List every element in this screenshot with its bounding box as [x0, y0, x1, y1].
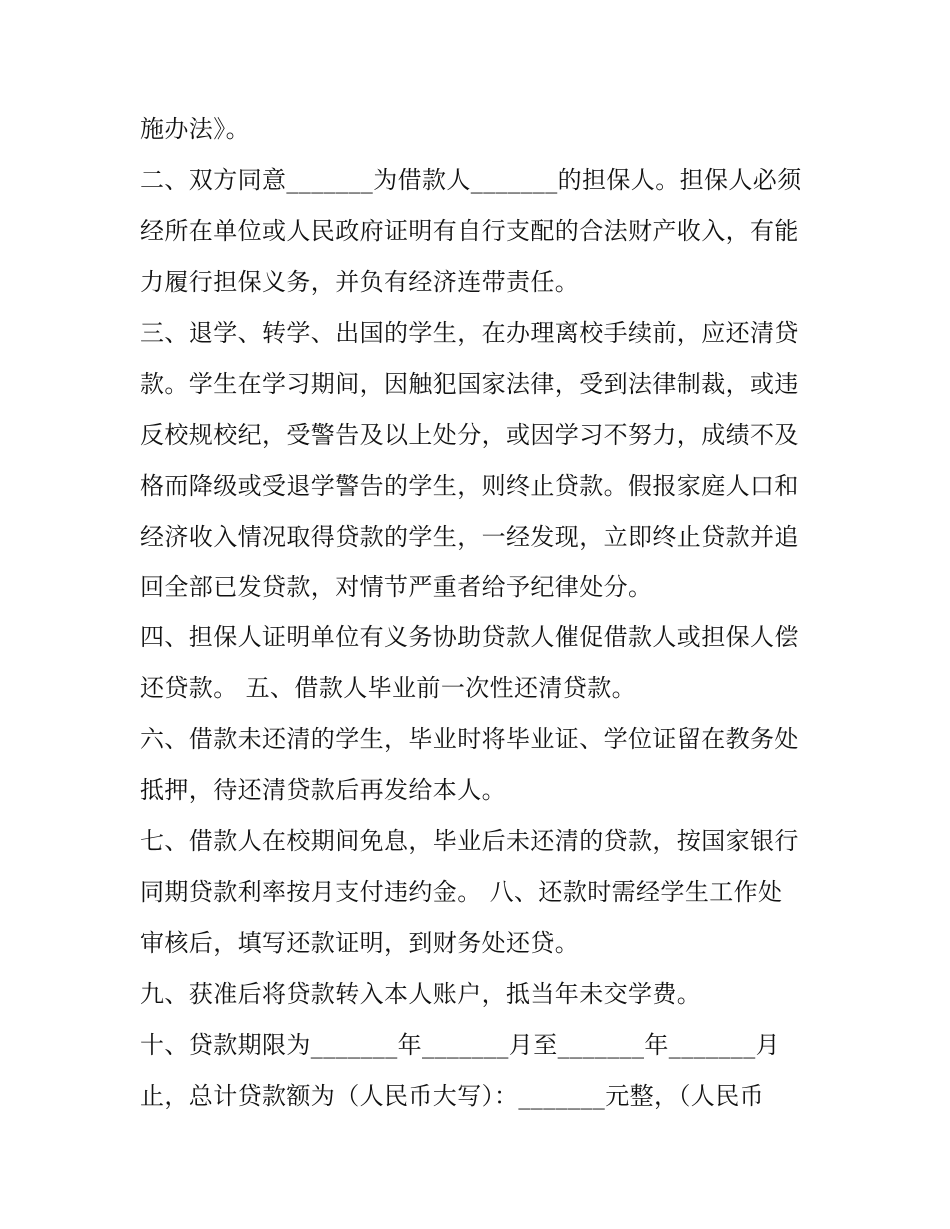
- text-line: 审核后，填写还款证明，到财务处还贷。: [140, 929, 580, 957]
- text-line: 施办法》。: [140, 115, 250, 143]
- text-line: 二、双方同意_______为借款人_______的担保人。担保人必须: [140, 166, 802, 194]
- text-line: 四、担保人证明单位有义务协助贷款人催促借款人或担保人偿: [140, 623, 799, 651]
- text-line: 六、借款未还清的学生，毕业时将毕业证、学位证留在教务处: [140, 725, 799, 753]
- text-line: 反校规校纪，受警告及以上处分，或因学习不努力，成绩不及: [140, 421, 799, 449]
- text-line: 还贷款。 五、借款人毕业前一次性还清贷款。: [140, 674, 637, 702]
- text-line: 款。学生在学习期间，因触犯国家法律，受到法律制裁，或违: [140, 370, 799, 398]
- text-line: 九、获准后将贷款转入本人账户，抵当年未交学费。: [140, 980, 702, 1008]
- text-line: 同期贷款利率按月支付违约金。 八、还款时需经学生工作处: [140, 878, 783, 906]
- text-line: 七、借款人在校期间免息，毕业后未还清的贷款，按国家银行: [140, 827, 799, 855]
- text-line: 经所在单位或人民政府证明有自行支配的合法财产收入，有能: [140, 217, 799, 245]
- text-line: 格而降级或受退学警告的学生，则终止贷款。假报家庭人口和: [140, 472, 799, 500]
- text-line: 力履行担保义务，并负有经济连带责任。: [140, 268, 580, 296]
- text-line: 十、贷款期限为_______年_______月至_______年_______月: [140, 1031, 780, 1059]
- text-line: 回全部已发贷款，对情节严重者给予纪律处分。: [140, 573, 653, 601]
- text-line: 三、退学、转学、出国的学生，在办理离校手续前，应还清贷: [140, 319, 799, 347]
- text-line: 止，总计贷款额为（人民币大写）：_______元整，（人民币: [140, 1082, 764, 1110]
- text-line: 经济收入情况取得贷款的学生，一经发现，立即终止贷款并追: [140, 523, 799, 551]
- text-line: 抵押，待还清贷款后再发给本人。: [140, 776, 506, 804]
